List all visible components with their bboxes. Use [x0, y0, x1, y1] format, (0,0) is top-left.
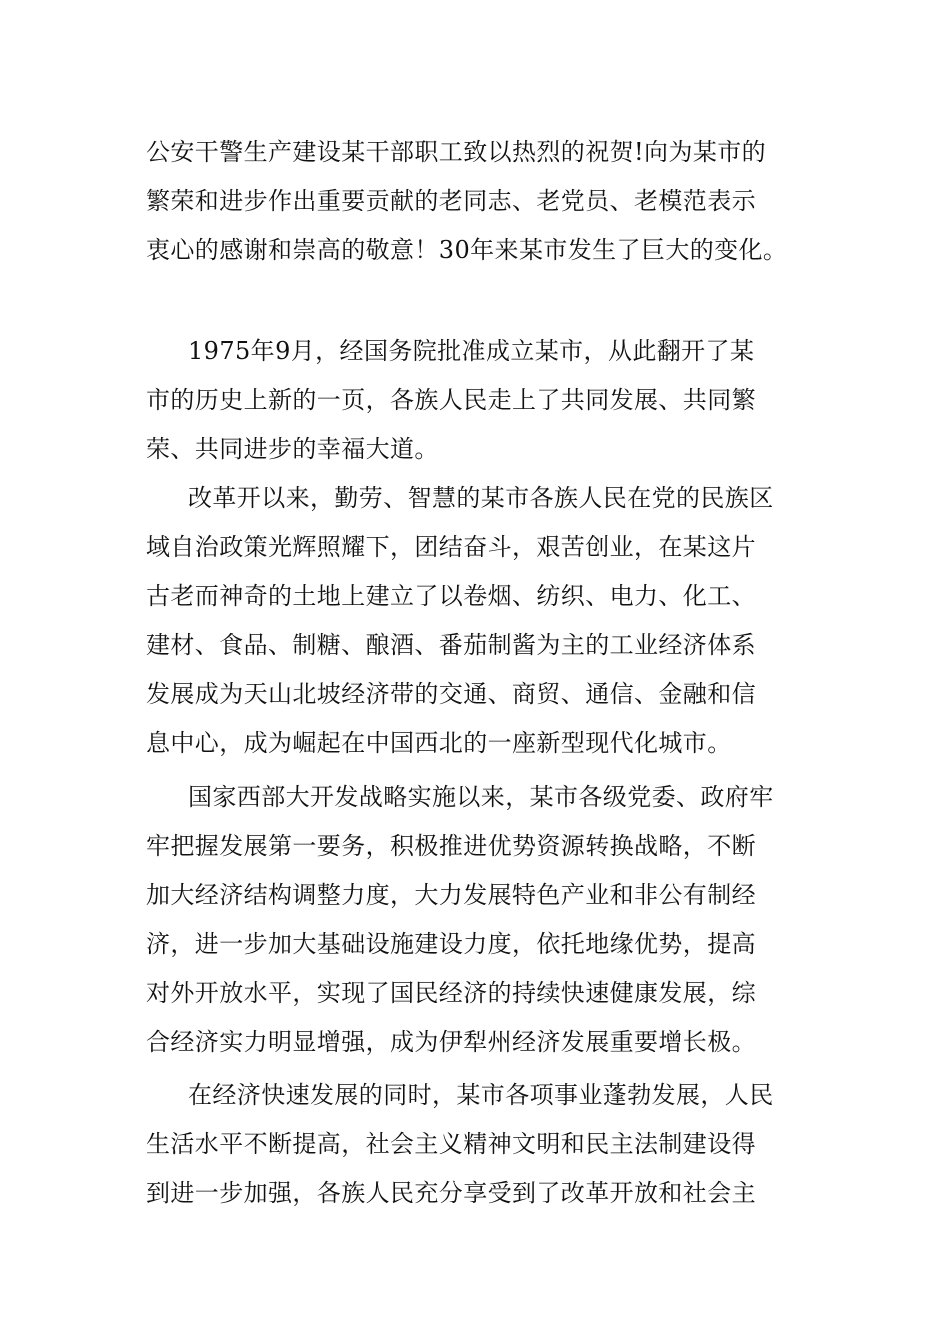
paragraph-line: 公安干警生产建设某干部职工致以热烈的祝贺!向为某市的	[146, 138, 767, 166]
paragraph-line: 加大经济结构调整力度，大力发展特色产业和非公有制经	[146, 881, 756, 909]
paragraph-line: 1975年9月，经国务院批准成立某市，从此翻开了某	[188, 337, 755, 365]
paragraph-line: 发展成为天山北坡经济带的交通、商贸、通信、金融和信	[146, 680, 756, 708]
paragraph-line: 到进一步加强，各族人民充分享受到了改革开放和社会主	[146, 1179, 756, 1207]
paragraph-line: 荣、共同进步的幸福大道。	[146, 435, 439, 463]
paragraph-line: 济，进一步加大基础设施建设力度，依托地缘优势，提高	[146, 930, 756, 958]
paragraph-line: 合经济实力明显增强，成为伊犁州经济发展重要增长极。	[146, 1028, 756, 1056]
paragraph-line: 息中心，成为崛起在中国西北的一座新型现代化城市。	[146, 729, 732, 757]
paragraph-line: 国家西部大开发战略实施以来，某市各级党委、政府牢	[188, 783, 774, 811]
paragraph-line: 市的历史上新的一页，各族人民走上了共同发展、共同繁	[146, 386, 756, 414]
paragraph-line: 古老而神奇的土地上建立了以卷烟、纺织、电力、化工、	[146, 582, 756, 610]
paragraph-2	[146, 327, 811, 474]
paragraph-line: 域自治政策光辉照耀下，团结奋斗，艰苦创业，在某这片	[146, 533, 756, 561]
paragraph-line: 在经济快速发展的同时，某市各项事业蓬勃发展，人民	[188, 1081, 774, 1109]
paragraph-5	[146, 1071, 811, 1218]
paragraph-3	[146, 474, 811, 768]
paragraph-line: 改革开以来，勤劳、智慧的某市各族人民在党的民族区	[188, 484, 774, 512]
paragraph-line: 牢把握发展第一要务，积极推进优势资源转换战略，不断	[146, 832, 756, 860]
paragraph-line: 生活水平不断提高，社会主义精神文明和民主法制建设得	[146, 1130, 756, 1158]
paragraph-line: 衷心的感谢和崇高的敬意！30年来某市发生了巨大的变化。	[146, 236, 788, 264]
paragraph-line: 繁荣和进步作出重要贡献的老同志、老党员、老模范表示	[146, 187, 756, 215]
paragraph-line: 建材、食品、制糖、酿酒、番茄制酱为主的工业经济体系	[146, 631, 756, 659]
paragraph-1	[146, 128, 811, 275]
paragraph-line: 对外开放水平，实现了国民经济的持续快速健康发展，综	[146, 979, 756, 1007]
paragraph-4	[146, 773, 811, 1067]
